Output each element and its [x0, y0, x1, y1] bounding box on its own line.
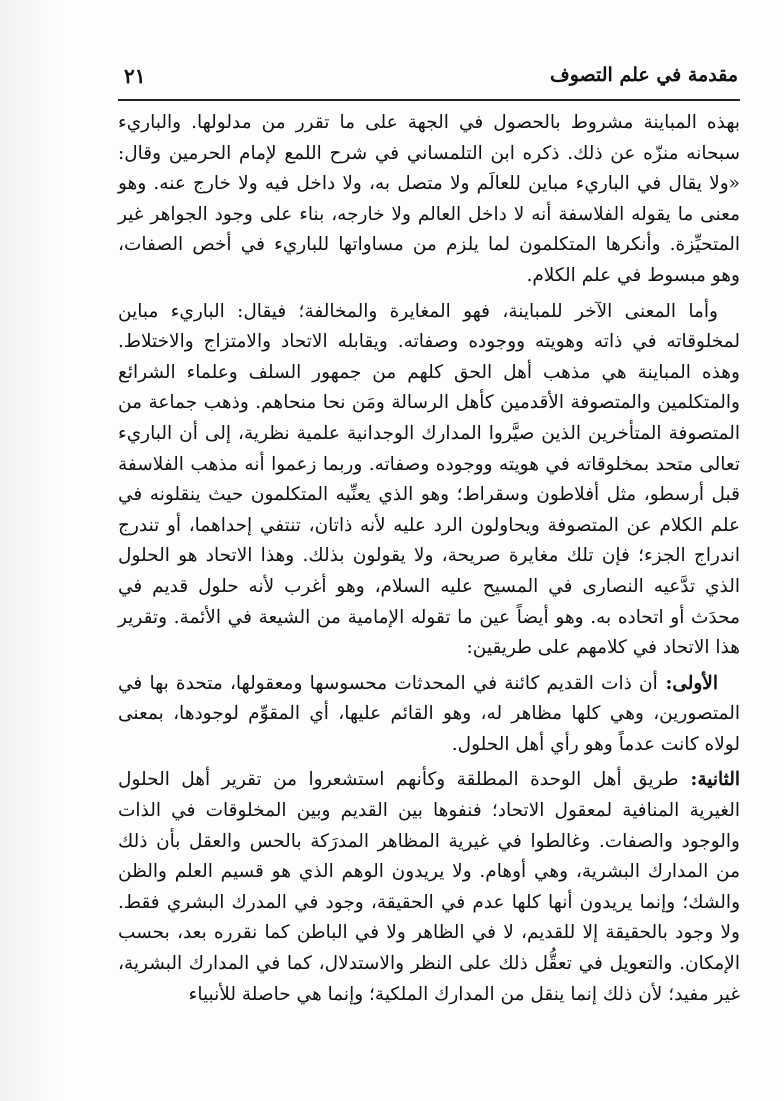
paragraph-text: أن ذات القديم كائنة في المحدثات محسوسها ومعقولها، متحدة بها في المتصورين، وهي كلها مظاهر له، وهو القائم عليها، أي المقوِّم لوجودها، بمعنى لولاه كانت عدماً وهو رأي أهل الحلول.	[118, 672, 740, 755]
paragraph	[118, 669, 740, 761]
page-header	[118, 60, 738, 100]
paragraph-text: طريق أهل الوحدة المطلقة وكأنهم استشعروا من تقرير أهل الحلول الغيرية المنافية لمعقول الاتحاد؛ فنفوها بين القديم وبين المخلوقات في الذات والوجود والصفات. وغالطوا في غيرية المظاهر المدرَكة بالحس والعقل بأن ذلك من المدارك البشرية، وهي أوهام. ولا يريدون الوهم الذي هو قسيم العلم والظن والشك؛ وإنما يريدون أنها كلها عدم في الحقيقة، وجود في المدرك البشري فقط. ولا وجود بالحقيقة إلا للقديم، لا في الظاهر ولا في الباطن كما نقرره بعد، بحسب الإمكان. والتعويل في تعقُّل ذلك على النظر والاستدلال، كما في المدارك البشرية، غير مفيد؛ لأن ذلك إنما ينقل من المدارك الملكية؛ وإنما هي حاصلة للأنبياء	[118, 769, 740, 1005]
running-head: مقدمة في علم التصوف	[550, 64, 738, 86]
paragraph	[118, 108, 740, 292]
paragraph	[118, 765, 740, 1010]
paragraph	[118, 297, 740, 664]
paragraph-label: الأولى:	[657, 672, 718, 694]
scan-shadow	[0, 0, 60, 1101]
page-number: ٢١	[124, 64, 146, 88]
body-text	[118, 108, 740, 1010]
paragraph-text: بهذه المباينة مشروط بالحصول في الجهة على ما تقرر من مدلولها. والباريء سبحانه منزّه عن ذلك. ذكره ابن التلمساني في شرح اللمع لإمام الحرمين وقال: «ولا يقال في الباريء مباين للعالَم ولا متصل به، ولا داخل فيه ولا خارج عنه. وهو معنى ما يقوله الفلاسفة أنه لا داخل العالم ولا خارجه، بناء على وجود الجواهر غير المتحيِّزة. وأنكرها المتكلمون لما يلزم من مساواتها للباريء في أخص الصفات، وهو مبسوط في علم الكلام.	[118, 112, 740, 286]
paragraph-label: الثانية:	[678, 769, 740, 791]
paragraph-text: وأما المعنى الآخر للمباينة، فهو المغايرة والمخالفة؛ فيقال: الباريء مباين لمخلوقاته في ذاته وهويته ووجوده وصفاته. ويقابله الاتحاد والامتزاج والاختلاط. وهذه المباينة هي مذهب أهل الحق كلهم من جمهور السلف وعلماء الشرائع والمتكلمين والمتصوفة الأقدمين كأهل الرسالة ومَن نحا منحاهم. وذهب جماعة من المتصوفة المتأخرين الذين صيَّروا المدارك الوجدانية علمية نظرية، إلى أن الباريء تعالى متحد بمخلوقاته في هويته ووجوده وصفاته. وربما زعموا أنه مذهب الفلاسفة قبل أرسطو، مثل أفلاطون وسقراط؛ وهو الذي يعنِّيه المتكلمون حيث ينقلونه في علم الكلام عن المتصوفة ويحاولون الرد عليه لأنه ذاتان، تنتفي إحداهما، أو تندرج اندراج الجزء؛ فإن تلك مغايرة صريحة، ولا يقولون بذلك. وهذا الاتحاد هو الحلول الذي تدَّعيه النصارى في المسيح عليه السلام، وهو أغرب لأنه حلول قديم في محدَث أو اتحاده به. وهو أيضاً عين ما تقوله الإمامية من الشيعة في الأئمة. وتقرير هذا الاتحاد في كلامهم على طريقين:	[118, 300, 740, 659]
header-rule	[118, 99, 740, 101]
